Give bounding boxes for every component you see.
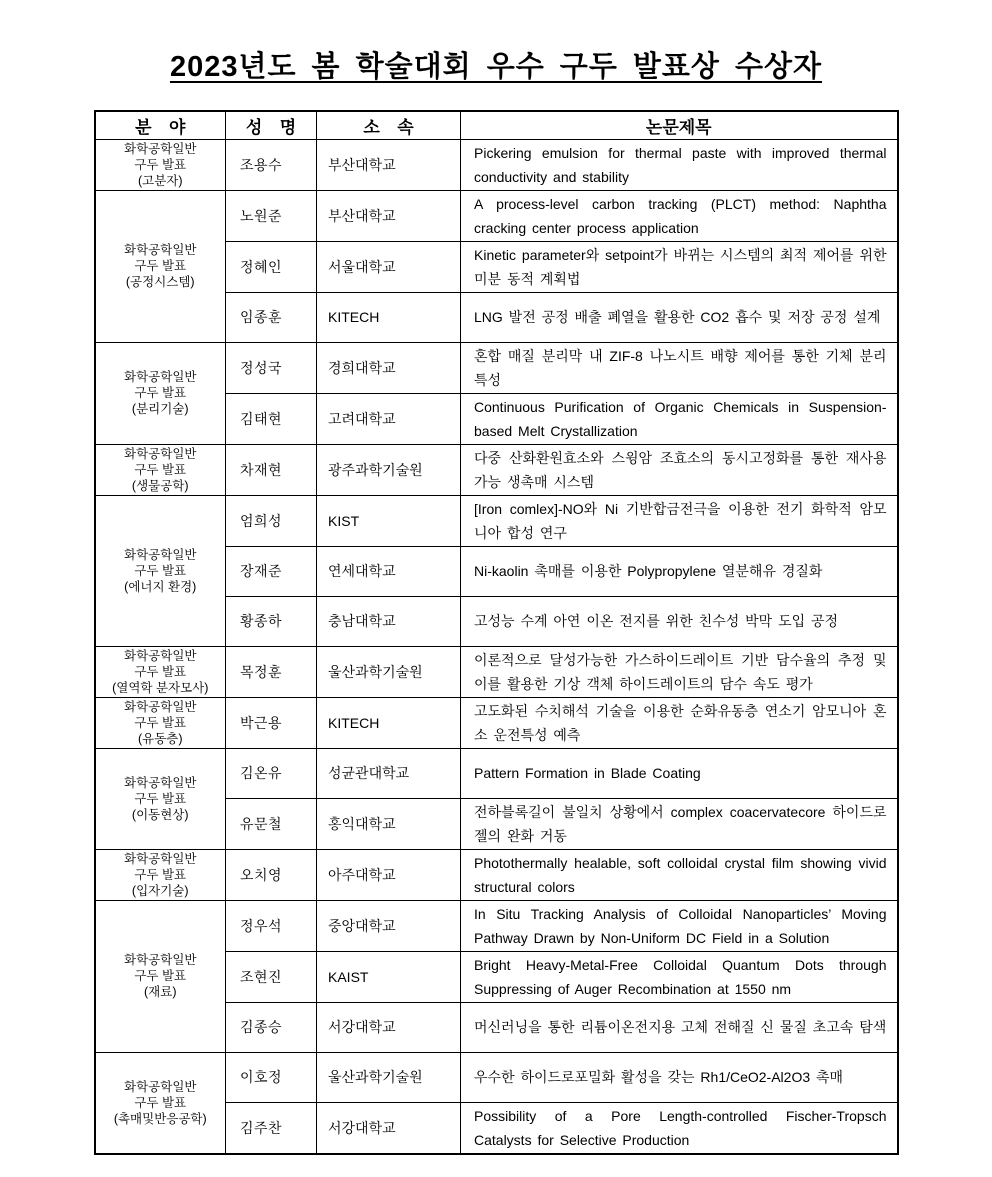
field-cell — [95, 646, 226, 697]
field-cell — [95, 849, 226, 900]
column-header-paper-title: 논문제목 — [461, 111, 898, 139]
winner-name: 유문철 — [226, 798, 317, 849]
table-row — [95, 342, 898, 393]
winner-affiliation: 울산과학기술원 — [317, 646, 461, 697]
field-line: 구두 발표 — [134, 791, 187, 806]
field-cell — [95, 190, 226, 342]
paper-title: 고도화된 수치해석 기술을 이용한 순화유동층 연소기 암모니아 혼소 운전특성 예측 — [461, 697, 898, 748]
winner-affiliation: KIST — [317, 495, 461, 546]
winner-affiliation: 경희대학교 — [317, 342, 461, 393]
table-row — [95, 697, 898, 748]
field-cell — [95, 900, 226, 1052]
paper-title: LNG 발전 공정 배출 폐열을 활용한 CO2 흡수 및 저장 공정 설계 — [461, 292, 898, 342]
paper-title: Pickering emulsion for thermal paste with improved thermal conductivity and stability — [461, 139, 898, 190]
field-line: 화학공학일반 — [124, 648, 197, 663]
paper-title: 다중 산화환원효소와 스윙암 조효소의 동시고정화를 통한 재사용 가능 생촉매 시스템 — [461, 444, 898, 495]
winner-name: 조용수 — [226, 139, 317, 190]
field-line: 구두 발표 — [134, 664, 187, 679]
winner-name: 임종훈 — [226, 292, 317, 342]
paper-title: 혼합 매질 분리막 내 ZIF-8 나노시트 배향 제어를 통한 기체 분리 특성 — [461, 342, 898, 393]
field-line: 구두 발표 — [134, 386, 187, 400]
winner-affiliation: KITECH — [317, 697, 461, 748]
field-line: (열역학 분자모사) — [112, 680, 209, 695]
winner-affiliation: 연세대학교 — [317, 546, 461, 596]
field-line: 화학공학일반 — [124, 851, 197, 866]
table-body — [95, 139, 898, 1154]
field-cell — [95, 444, 226, 495]
winner-name: 정성국 — [226, 342, 317, 393]
table-row — [95, 646, 898, 697]
field-line: (촉매및반응공학) — [113, 1111, 207, 1126]
field-line: 화학공학일반 — [124, 699, 197, 714]
field-line: (생물공학) — [131, 478, 189, 493]
winner-name: 정혜인 — [226, 241, 317, 292]
field-line: 화학공학일반 — [124, 370, 197, 384]
table-row — [95, 495, 898, 546]
paper-title: Kinetic parameter와 setpoint가 바뀌는 시스템의 최적 제어를 위한 미분 동적 계획법 — [461, 241, 898, 292]
winner-name: 김주찬 — [226, 1102, 317, 1154]
field-line: (유동층) — [137, 731, 183, 746]
winner-affiliation: 서강대학교 — [317, 1102, 461, 1154]
column-header-field: 분 야 — [95, 111, 226, 139]
field-line: (이동현상) — [131, 807, 189, 822]
winner-affiliation: 광주과학기술원 — [317, 444, 461, 495]
winner-affiliation: KITECH — [317, 292, 461, 342]
table-row — [95, 900, 898, 951]
field-line: 화학공학일반 — [124, 547, 197, 562]
field-line: (입자기술) — [131, 883, 189, 898]
field-line: (에너지 환경) — [124, 579, 197, 594]
winner-name: 김종승 — [226, 1002, 317, 1052]
field-line: (재료) — [144, 985, 177, 999]
table-row — [95, 190, 898, 241]
winner-name: 노원준 — [226, 190, 317, 241]
winner-affiliation: 부산대학교 — [317, 190, 461, 241]
winner-name: 정우석 — [226, 900, 317, 951]
field-cell — [95, 495, 226, 646]
paper-title: A process-level carbon tracking (PLCT) method: Naphtha cracking center process application — [461, 190, 898, 241]
paper-title: [Iron comlex]-NO와 Ni 기반합금전극을 이용한 전기 화학적 암모니아 합성 연구 — [461, 495, 898, 546]
field-line: (분리기술) — [131, 402, 189, 416]
winner-name: 오치영 — [226, 849, 317, 900]
winner-affiliation: 성균관대학교 — [317, 748, 461, 798]
field-line: 구두 발표 — [134, 157, 187, 172]
winner-affiliation: 고려대학교 — [317, 393, 461, 444]
winner-name: 김태현 — [226, 393, 317, 444]
winner-affiliation: 부산대학교 — [317, 139, 461, 190]
field-line: 화학공학일반 — [124, 141, 197, 156]
paper-title: 이론적으로 달성가능한 가스하이드레이트 기반 담수율의 추정 및 이를 활용한 기상 객체 하이드레이트의 담수 속도 평가 — [461, 646, 898, 697]
table-row — [95, 748, 898, 798]
winner-name: 장재준 — [226, 546, 317, 596]
winner-affiliation: 서울대학교 — [317, 241, 461, 292]
paper-title: Photothermally healable, soft colloidal crystal film showing vivid structural colors — [461, 849, 898, 900]
winner-name: 목정훈 — [226, 646, 317, 697]
field-cell — [95, 1052, 226, 1154]
winner-name: 엄희성 — [226, 495, 317, 546]
paper-title: In Situ Tracking Analysis of Colloidal Nanoparticles’ Moving Pathway Drawn by Non-Uniform DC Field in a Solution — [461, 900, 898, 951]
paper-title: Bright Heavy-Metal-Free Colloidal Quantum Dots through Suppressing of Auger Recombination at 1550 nm — [461, 951, 898, 1002]
winner-name: 박근용 — [226, 697, 317, 748]
paper-title: 고성능 수계 아연 이온 전지를 위한 친수성 박막 도입 공정 — [461, 596, 898, 646]
winner-affiliation: 충남대학교 — [317, 596, 461, 646]
field-cell — [95, 748, 226, 849]
field-line: 화학공학일반 — [124, 1079, 197, 1094]
field-line: 화학공학일반 — [124, 243, 197, 257]
field-cell — [95, 697, 226, 748]
field-line: (고분자) — [137, 173, 183, 188]
field-line: (공정시스템) — [125, 275, 195, 289]
field-line: 화학공학일반 — [124, 446, 197, 461]
table-row — [95, 849, 898, 900]
winner-name: 차재현 — [226, 444, 317, 495]
paper-title: Continuous Purification of Organic Chemicals in Suspension-based Melt Crystallization — [461, 393, 898, 444]
field-line: 화학공학일반 — [124, 775, 197, 790]
winner-affiliation: KAIST — [317, 951, 461, 1002]
winner-affiliation: 서강대학교 — [317, 1002, 461, 1052]
column-header-affiliation: 소 속 — [317, 111, 461, 139]
winner-affiliation: 울산과학기술원 — [317, 1052, 461, 1102]
paper-title: 우수한 하이드로포밀화 활성을 갖는 Rh1/CeO2-Al2O3 촉매 — [461, 1052, 898, 1102]
table-header-row — [95, 111, 898, 139]
field-line: 구두 발표 — [134, 715, 187, 730]
column-header-name: 성 명 — [226, 111, 317, 139]
field-line: 구두 발표 — [134, 969, 187, 983]
winner-affiliation: 중앙대학교 — [317, 900, 461, 951]
page-title: 2023년도 봄 학술대회 우수 구두 발표상 수상자 — [169, 51, 823, 83]
winner-name: 황종하 — [226, 596, 317, 646]
awards-table — [94, 110, 899, 1155]
paper-title: Possibility of a Pore Length-controlled Fischer-Tropsch Catalysts for Selective Production — [461, 1102, 898, 1154]
paper-title: Pattern Formation in Blade Coating — [461, 748, 898, 798]
paper-title: Ni-kaolin 촉매를 이용한 Polypropylene 열분해유 경질화 — [461, 546, 898, 596]
field-cell — [95, 342, 226, 444]
table-row — [95, 444, 898, 495]
field-line: 구두 발표 — [134, 1095, 187, 1110]
field-cell — [95, 139, 226, 190]
winner-name: 김온유 — [226, 748, 317, 798]
winner-name: 조현진 — [226, 951, 317, 1002]
paper-title: 머신러닝을 통한 리튬이온전지용 고체 전해질 신 물질 초고속 탐색 — [461, 1002, 898, 1052]
paper-title: 전하블록길이 불일치 상황에서 complex coacervatecore 하이드로젤의 완화 거동 — [461, 798, 898, 849]
winner-affiliation: 홍익대학교 — [317, 798, 461, 849]
winner-affiliation: 아주대학교 — [317, 849, 461, 900]
table-row — [95, 1052, 898, 1102]
field-line: 구두 발표 — [134, 867, 187, 882]
field-line: 구두 발표 — [134, 259, 187, 273]
field-line: 구두 발표 — [134, 563, 187, 578]
winner-name: 이호정 — [226, 1052, 317, 1102]
field-line: 구두 발표 — [134, 462, 187, 477]
field-line: 화학공학일반 — [124, 953, 197, 967]
table-row — [95, 139, 898, 190]
